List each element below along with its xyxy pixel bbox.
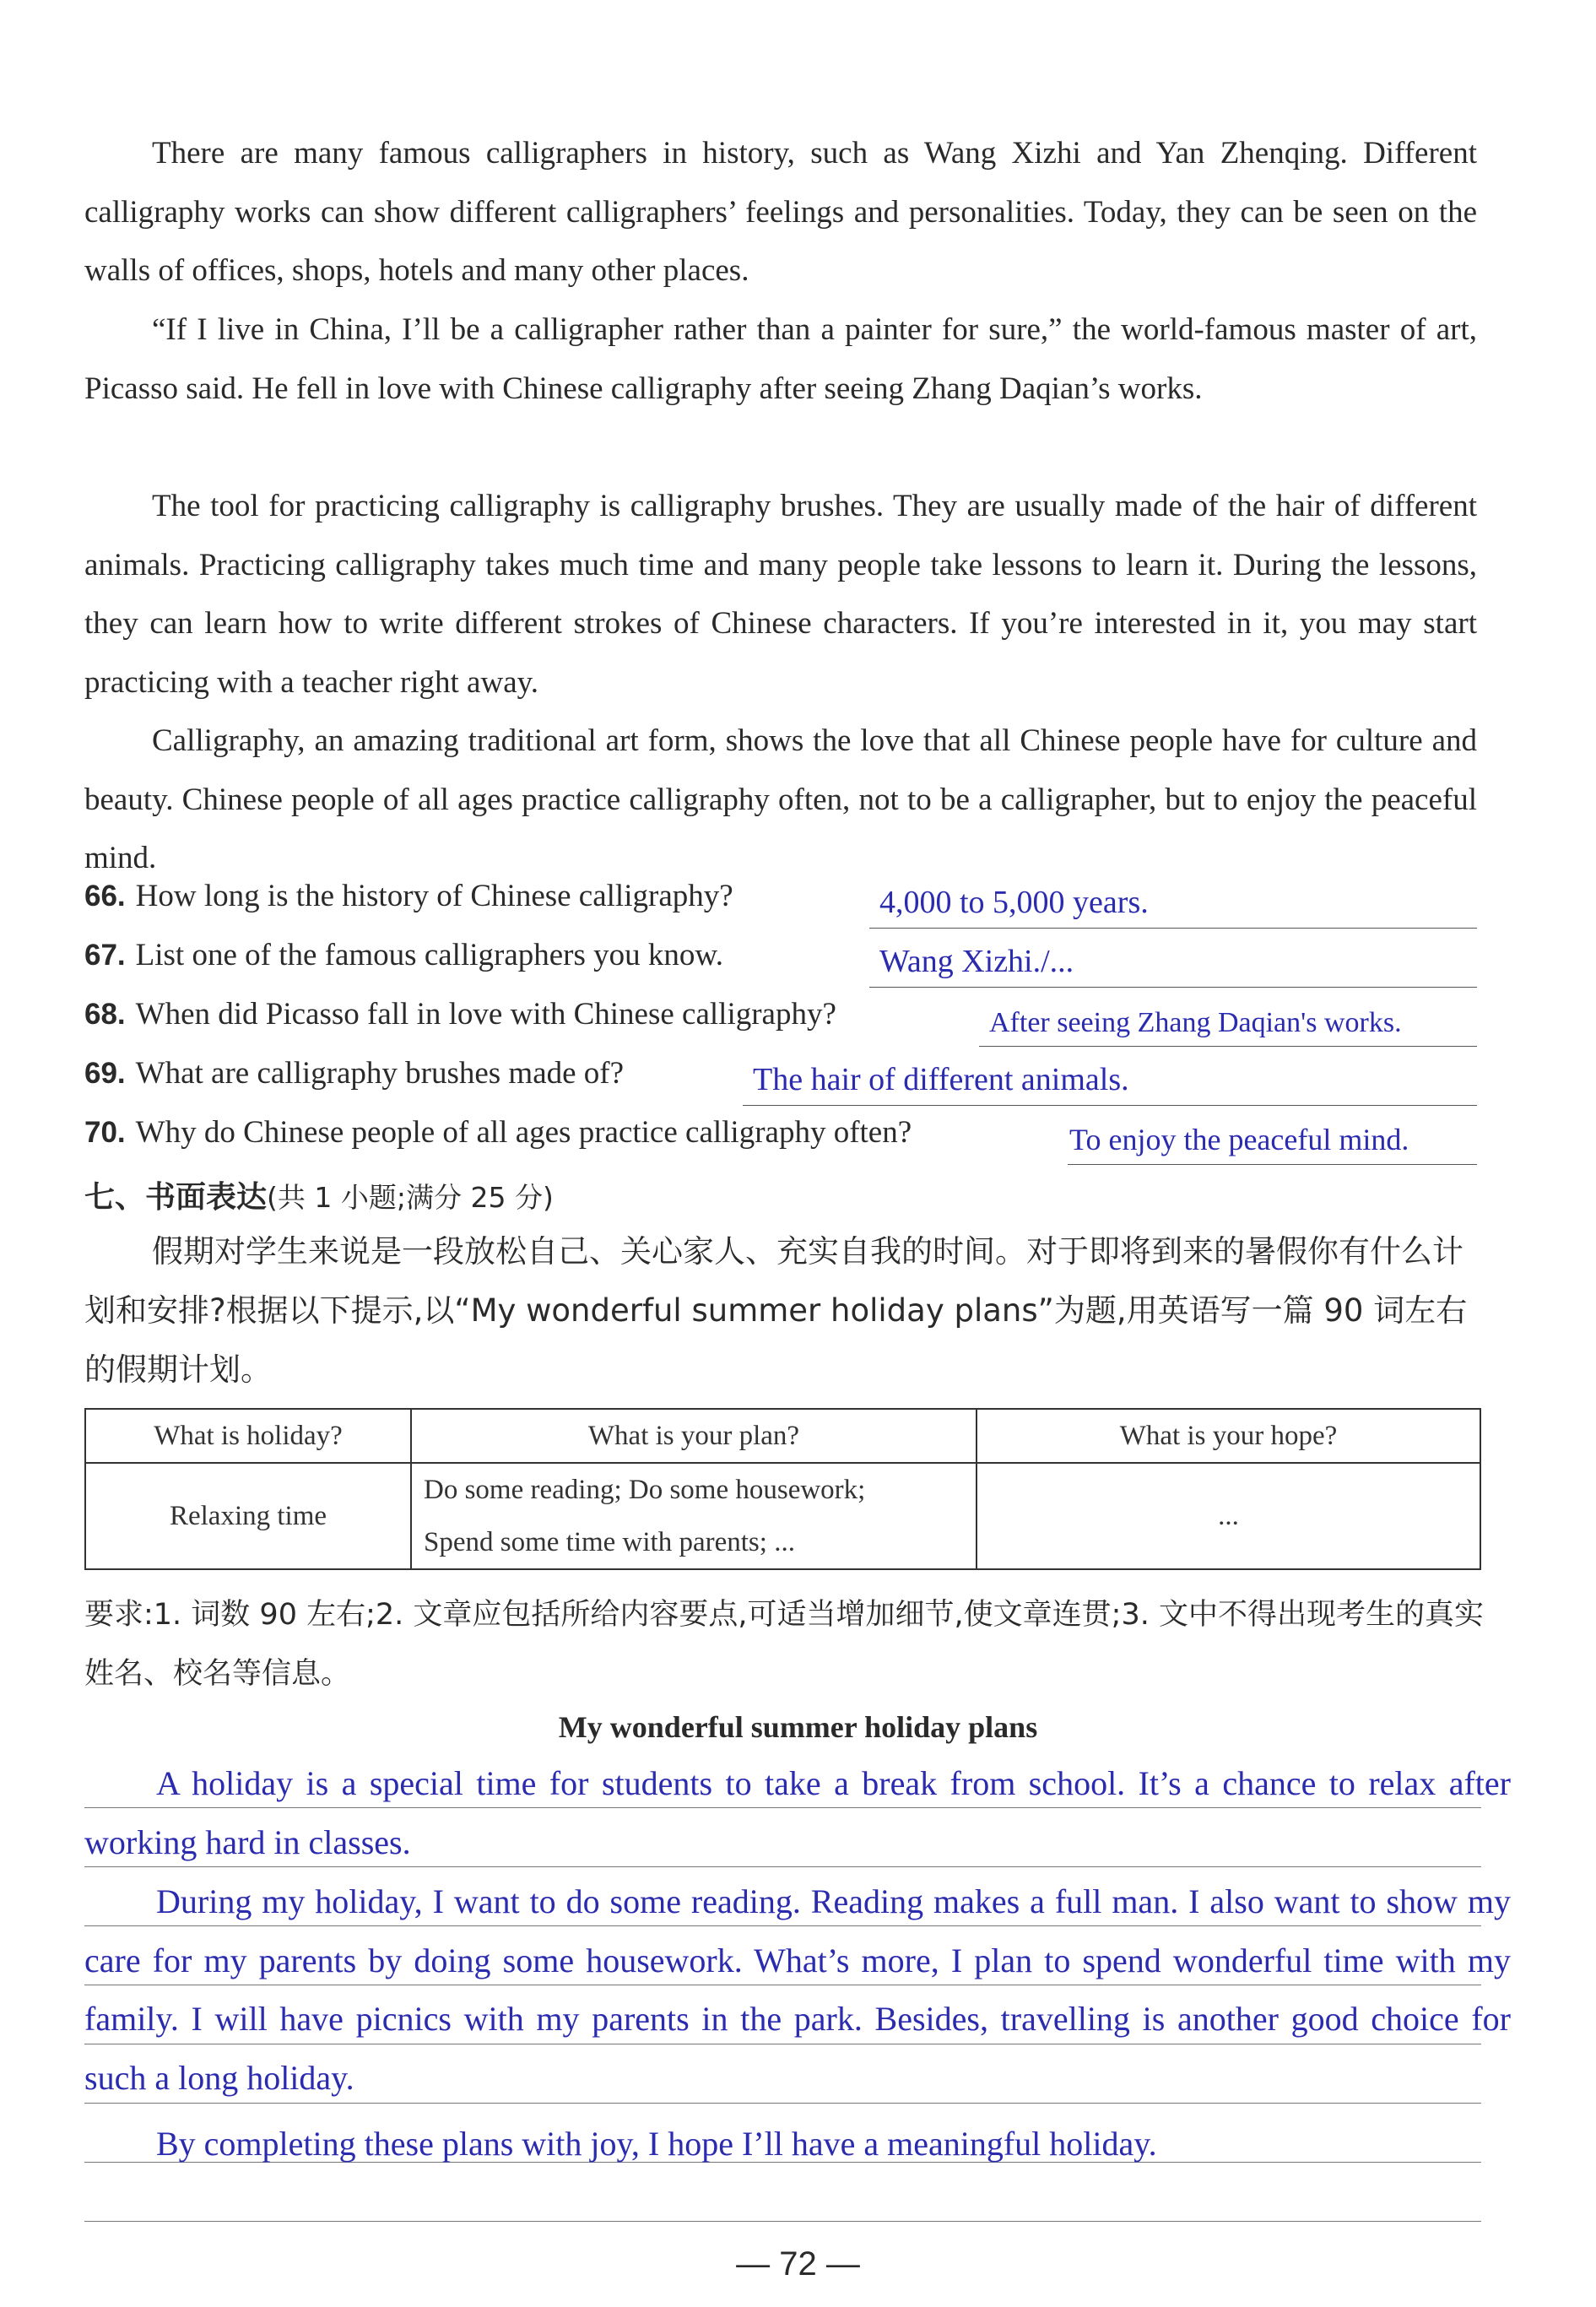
hint-table bbox=[84, 1408, 1481, 1570]
table-header: What is holiday? bbox=[85, 1409, 411, 1463]
answer-line[interactable] bbox=[743, 1063, 1477, 1106]
passage-paragraph-3: The tool for practicing calligraphy is calligraphy brushes. They are usually made of the hair of different animals. Practicing calligraphy takes much time and many people take lessons to learn it. During the lessons, they can learn how to write different strokes of Chinese characters. If you’re interested in it, you may start practicing with a teacher right away. bbox=[84, 489, 1477, 700]
section-title-main: 七、书面表达 bbox=[84, 1180, 268, 1215]
question-number: 67. bbox=[84, 939, 126, 972]
answer-text: After seeing Zhang Daqian's works. bbox=[989, 1007, 1402, 1038]
question-text: List one of the famous calligraphers you know. bbox=[135, 938, 723, 972]
question-text: How long is the history of Chinese calligraphy? bbox=[135, 879, 733, 913]
question-68 bbox=[84, 996, 1477, 1047]
question-69 bbox=[84, 1055, 1477, 1106]
table-cell-plan bbox=[411, 1463, 977, 1569]
passage-paragraph-2: “If I live in China, I’ll be a calligrapher rather than a painter for sure,” the world-famous master of art, Picasso said. He fell in love with Chinese calligraphy after seeing Zhang Daqian’s works. bbox=[84, 312, 1477, 406]
table-header-row bbox=[85, 1409, 1480, 1463]
question-text: Why do Chinese people of all ages practice calligraphy often? bbox=[135, 1115, 912, 1150]
table-cell-holiday: Relaxing time bbox=[85, 1463, 411, 1569]
answer-text: The hair of different animals. bbox=[753, 1062, 1129, 1097]
writing-requirements: 要求:1. 词数 90 左右;2. 文章应包括所给内容要点,可适当增加细节,使文章连贯;3. 文中不得出现考生的真实姓名、校名等信息。 bbox=[84, 1598, 1484, 1691]
answer-line[interactable] bbox=[1068, 1122, 1477, 1165]
page-number: — 72 — bbox=[736, 2245, 860, 2283]
plan-line: Do some reading; Do some housework; bbox=[424, 1475, 866, 1505]
writing-prompt: 假期对学生来说是一段放松自己、关心家人、充实自我的时间。对于即将到来的暑假你有什么计划和安排?根据以下提示,以“My wonderful summer holiday plans”为题,用英语写一篇 90 词左右的假期计划。 bbox=[84, 1233, 1468, 1388]
question-number: 69. bbox=[84, 1057, 126, 1090]
answer-line[interactable] bbox=[979, 1004, 1477, 1047]
question-text: When did Picasso fall in love with Chinese calligraphy? bbox=[135, 997, 836, 1032]
section-title bbox=[84, 1173, 554, 1216]
essay-title: My wonderful summer holiday plans bbox=[558, 1710, 1038, 1744]
answer-line[interactable] bbox=[869, 945, 1477, 988]
answer-text: 4,000 to 5,000 years. bbox=[879, 885, 1149, 920]
essay-paragraph-2: During my holiday, I want to do some reading. Reading makes a full man. I also want to show my care for my parents by doing some housework. What’s more, I plan to spend wonderful time with my family. I will have picnics with my parents in the park. Besides, travelling is another good choice for such a long holiday. bbox=[84, 1882, 1511, 2098]
table-cell-hope: ... bbox=[977, 1463, 1480, 1569]
table-row bbox=[85, 1463, 1480, 1569]
plan-line: Spend some time with parents; ... bbox=[424, 1527, 795, 1557]
question-66 bbox=[84, 878, 1477, 929]
passage-paragraph-4: Calligraphy, an amazing traditional art form, shows the love that all Chinese people have for culture and beauty. Chinese people of all ages practice calligraphy often, not to be a calligrapher, but to enjoy the peaceful mind. bbox=[84, 723, 1477, 875]
question-number: 68. bbox=[84, 998, 126, 1031]
answer-text: Wang Xizhi./... bbox=[879, 944, 1074, 979]
answer-text: To enjoy the peaceful mind. bbox=[1069, 1123, 1409, 1156]
passage-paragraph-1: There are many famous calligraphers in history, such as Wang Xizhi and Yan Zhenqing. Different calligraphy works can show different calligraphers’ feelings and personalities. Today, they can be seen on the walls of offices, shops, hotels and many other places. bbox=[84, 136, 1477, 288]
essay-paragraph-3: By completing these plans with joy, I hope I’ll have a meaningful holiday. bbox=[156, 2125, 1157, 2163]
essay-paragraph-1: A holiday is a special time for students to take a break from school. It’s a chance to relax after working hard in classes. bbox=[84, 1764, 1511, 1861]
question-number: 70. bbox=[84, 1116, 126, 1149]
section-title-sub: (共 1 小题;满分 25 分) bbox=[267, 1181, 554, 1214]
answer-line[interactable] bbox=[869, 885, 1477, 929]
table-header: What is your hope? bbox=[977, 1409, 1480, 1463]
table-header: What is your plan? bbox=[411, 1409, 977, 1463]
question-67 bbox=[84, 937, 1477, 988]
question-number: 66. bbox=[84, 880, 126, 913]
question-text: What are calligraphy brushes made of? bbox=[135, 1056, 625, 1091]
question-70 bbox=[84, 1114, 1477, 1165]
